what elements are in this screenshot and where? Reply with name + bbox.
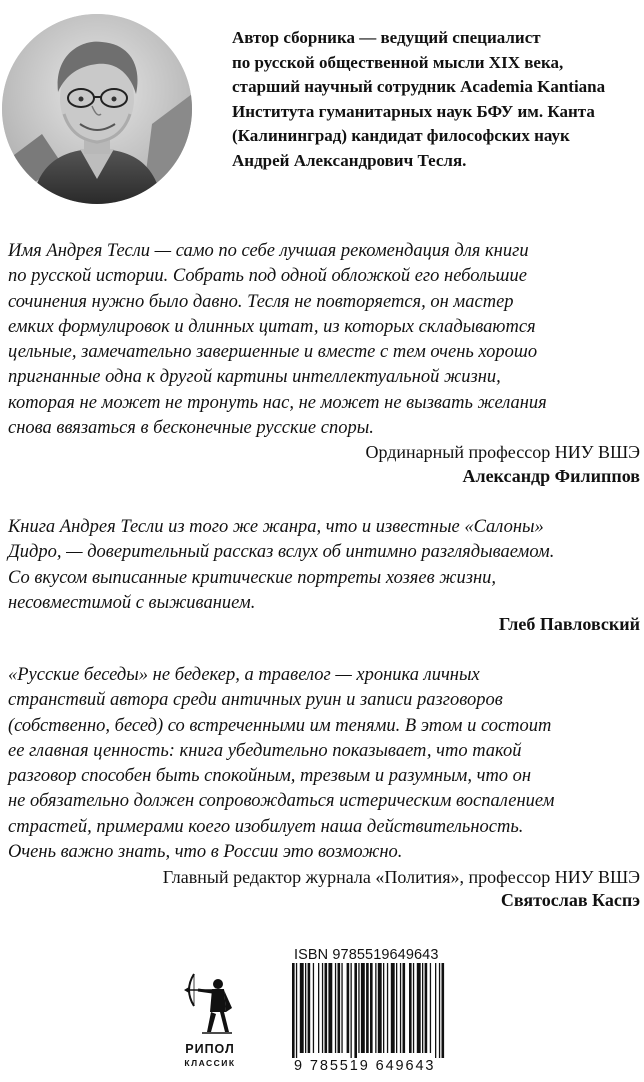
isbn-label: ISBN 9785519649643 (294, 947, 439, 963)
publisher-subname: КЛАССИК (184, 1058, 236, 1068)
quote-line: сочинения нужно было давно. Тесля не повторяется, он мастер (8, 291, 514, 312)
barcode-bar (313, 963, 314, 1053)
barcode-bar (335, 963, 336, 1053)
author-bio-line: Автор сборника — ведущий специалист (232, 28, 541, 47)
quote-line: снова ввязаться в бесконечные русские споры. (8, 418, 374, 439)
barcode-bar (366, 963, 369, 1053)
reviewer-name: Александр Филиппов (462, 466, 640, 486)
author-photo (2, 14, 192, 204)
barcode-bar (400, 963, 401, 1053)
reviewer-name: Глеб Павловский (498, 614, 640, 634)
review-quote-filippov (8, 239, 640, 441)
barcode-bar (439, 963, 440, 1058)
quote-line: Дидро, — доверительный рассказ вслух об интимно разглядываемом. (8, 542, 555, 563)
quote-line: «Русские беседы» не бедекер, а травелог — хроника личных (8, 665, 480, 685)
barcode-bar (358, 963, 359, 1053)
barcode-bar (300, 963, 304, 1053)
barcode-bar (341, 963, 342, 1053)
barcode-bar (322, 963, 323, 1053)
barcode-bar (361, 963, 365, 1053)
author-bio-line: по русской общественной мысли XIX века, (232, 52, 564, 72)
barcode-bar (338, 963, 341, 1053)
barcode-bar (391, 963, 395, 1053)
quote-line: страстей, примерами коего изобилует наша действительность. (8, 816, 524, 837)
barcode-bar (383, 963, 384, 1053)
barcode-bar (403, 963, 406, 1053)
barcode-bar (325, 963, 328, 1053)
quote-line: Со вкусом выписанные критические портреты хозяев жизни, (8, 567, 497, 588)
barcode-bar (387, 963, 388, 1053)
barcode-bar (305, 963, 306, 1053)
barcode-bar (375, 963, 376, 1053)
barcode-bar (347, 963, 350, 1053)
quote-line: Имя Андрея Тесли — само по себе лучшая рекомендация для книги (8, 241, 529, 261)
barcode-bar (430, 963, 431, 1053)
barcode-bar (442, 963, 445, 1058)
publisher-name: РИПОЛ (185, 1042, 235, 1056)
quote-line: ее главная ценность: книга убедительно показывает, что такой (8, 740, 522, 761)
quote-line: Очень важно знать, что в России это возможно. (8, 842, 403, 863)
barcode-bar (417, 963, 421, 1053)
quote-line: не обязательно должен сопровождаться истерическим воспалением (8, 791, 555, 812)
author-bio-line: (Калининград) кандидат философских наук (232, 126, 570, 145)
barcode-bar (308, 963, 311, 1053)
quote-line: Книга Андрея Тесли из того же жанра, что и известные «Салоны» (8, 517, 544, 537)
quote-line: странствий автора среди античных руин и записи разговоров (8, 690, 503, 711)
barcode-bar (409, 963, 412, 1053)
barcode-bars (286, 963, 448, 1058)
reviewer-role: Ординарный профессор НИУ ВШЭ (365, 442, 640, 462)
barcode-bar (318, 963, 319, 1053)
quote-line: (собственно, бесед) со встреченными им тенями. В этом и состоит (8, 715, 552, 736)
barcode-bar (425, 963, 428, 1053)
barcode-bar (422, 963, 423, 1053)
barcode-bar (328, 963, 332, 1053)
barcode-bar (378, 963, 382, 1053)
author-bio-line: Института гуманитарных наук БФУ им. Канта (232, 101, 595, 121)
quote-line: пригнанные одна к другой картины интеллектуальной жизни, (8, 367, 501, 388)
barcode-bar (292, 963, 295, 1058)
quote-line: цельные, замечательно завершенные и вместе с тем очень хорошо (8, 342, 538, 363)
review-quote-pavlovsky (8, 515, 640, 616)
quote-line: несовместимой с выживанием. (8, 592, 256, 613)
quote-line: по русской истории. Собрать под одной обложкой его небольшие (8, 266, 527, 287)
barcode-bar (351, 963, 352, 1058)
barcode-bar (296, 963, 297, 1058)
author-bio-line: Андрей Александрович Тесля. (232, 150, 467, 170)
isbn-digits: 9 785519 649643 (294, 1058, 436, 1074)
quote-line: которая не может не тронуть нас, не может не вызвать желания (8, 392, 547, 413)
reviewer-role: Главный редактор журнала «Полития», профессор НИУ ВШЭ (162, 867, 640, 887)
barcode-bar (435, 963, 436, 1058)
review-quote-kaspe (8, 663, 640, 865)
barcode-bar (413, 963, 414, 1053)
barcode-bar (354, 963, 357, 1058)
barcode-bar (370, 963, 373, 1053)
barcode-bar (396, 963, 397, 1053)
isbn-barcode (286, 945, 448, 1076)
quote-line: емких формулировок и длинных цитат, из которых складываются (8, 316, 536, 337)
reviewer-name: Святослав Каспэ (500, 890, 640, 910)
author-bio-line: старший научный сотрудник Academia Kantiana (232, 77, 606, 96)
quote-line: разговор способен быть спокойным, трезвым и разумным, что он (8, 766, 532, 787)
author-bio (232, 26, 637, 173)
author-portrait-image (2, 14, 192, 204)
